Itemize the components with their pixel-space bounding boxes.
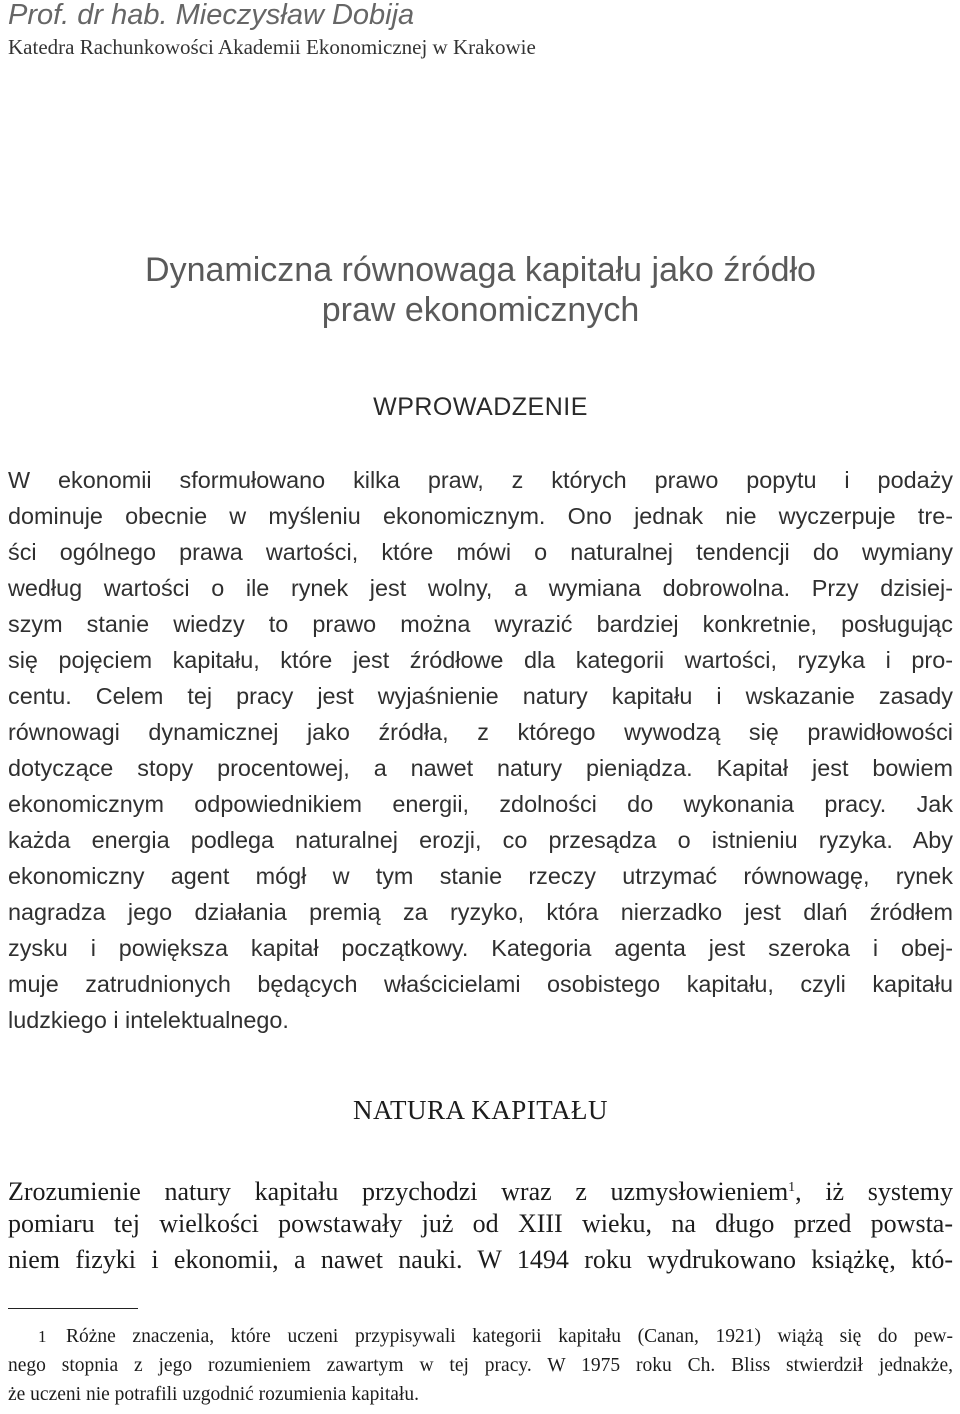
footnote-line: nego stopnia z jego rozumieniem zawartym w tej pracy. W 1975 roku Ch. Bliss stwierdził jednakże, bbox=[8, 1355, 953, 1376]
document-page bbox=[8, 0, 953, 1414]
paragraph-line: W ekonomii sformułowano kilka praw, z których prawo popytu i podaży bbox=[8, 467, 953, 493]
paragraph-line: pomiaru tej wielkości powstawały już od XIII wieku, na długo przed powsta- bbox=[8, 1209, 953, 1238]
paragraph-text: , iż systemy bbox=[795, 1177, 953, 1206]
footnote-divider bbox=[8, 1308, 138, 1309]
introduction-paragraph bbox=[8, 462, 953, 1038]
footnote-reference[interactable]: 1 bbox=[788, 1180, 796, 1195]
paper-title bbox=[8, 250, 953, 330]
paragraph-line: ści ogólnego prawa wartości, które mówi o naturalnej tendencji do wymiany bbox=[8, 539, 953, 565]
paragraph-line: ludzkiego i intelektualnego. bbox=[8, 1007, 289, 1033]
paragraph-line: nagradza jego działania premią za ryzyko, która nierzadko jest dlań źródłem bbox=[8, 899, 953, 925]
paragraph-text: Zrozumienie natury kapitału przychodzi wraz z uzmysłowieniem bbox=[8, 1177, 789, 1206]
paragraph-line: ekonomicznym odpowiednikiem energii, zdolności do wykonania pracy. Jak bbox=[8, 791, 953, 817]
footnote-line: że uczeni nie potrafili uzgodnić rozumienia kapitału. bbox=[8, 1384, 419, 1405]
title-line-2: praw ekonomicznych bbox=[321, 291, 640, 329]
author-name: Prof. dr hab. Mieczysław Dobija bbox=[8, 0, 415, 31]
footnote-line bbox=[8, 1322, 953, 1351]
footnote-text: Różne znaczenia, które uczeni przypisywali kategorii kapitału (Canan, 1921) wiążą się do pew- bbox=[66, 1326, 953, 1347]
footnote-number: 1 bbox=[38, 1327, 47, 1346]
footnote bbox=[8, 1322, 953, 1409]
paragraph-line: muje zatrudnionych będących właścicielami osobistego kapitału, czyli kapitału bbox=[8, 971, 953, 997]
paragraph-line: niem fizyki i ekonomii, a nawet nauki. W 1494 roku wydrukowano książkę, któ- bbox=[8, 1245, 953, 1274]
section-heading-nature-of-capital: NATURA KAPITAŁU bbox=[352, 1095, 609, 1125]
paragraph-line: według wartości o ile rynek jest wolny, a wymiana dobrowolna. Przy dzisiej- bbox=[8, 575, 953, 601]
paragraph-line: centu. Celem tej pracy jest wyjaśnienie natury kapitału i wskazanie zasady bbox=[8, 683, 953, 709]
paragraph-line: się pojęciem kapitału, które jest źródłowe dla kategorii wartości, ryzyka i pro- bbox=[8, 647, 953, 673]
paragraph-line: dotyczące stopy procentowej, a nawet natury pieniądza. Kapitał jest bowiem bbox=[8, 755, 953, 781]
paragraph-line: równowagi dynamicznej jako źródła, z którego wywodzą się prawidłowości bbox=[8, 719, 953, 745]
paragraph-line: zysku i powiększa kapitał początkowy. Kategoria agenta jest szeroka i obej- bbox=[8, 935, 953, 961]
paragraph-line: każda energia podlega naturalnej erozji, co przesądza o istnieniu ryzyka. Aby bbox=[8, 827, 953, 853]
paragraph-line bbox=[8, 1170, 953, 1206]
author-affiliation: Katedra Rachunkowości Akademii Ekonomicznej w Krakowie bbox=[8, 35, 536, 59]
section-heading-introduction: WPROWADZENIE bbox=[373, 393, 588, 421]
title-line-1: Dynamiczna równowaga kapitału jako źródło bbox=[145, 251, 816, 289]
paragraph-line: ekonomiczny agent mógł w tym stanie rzeczy utrzymać równowagę, rynek bbox=[8, 863, 953, 889]
paragraph-line: dominuje obecnie w myśleniu ekonomicznym. Ono jednak nie wyczerpuje tre- bbox=[8, 503, 953, 529]
nature-of-capital-paragraph bbox=[8, 1170, 953, 1278]
paragraph-line: szym stanie wiedzy to prawo można wyrazić bardziej konkretnie, posługując bbox=[8, 611, 953, 637]
